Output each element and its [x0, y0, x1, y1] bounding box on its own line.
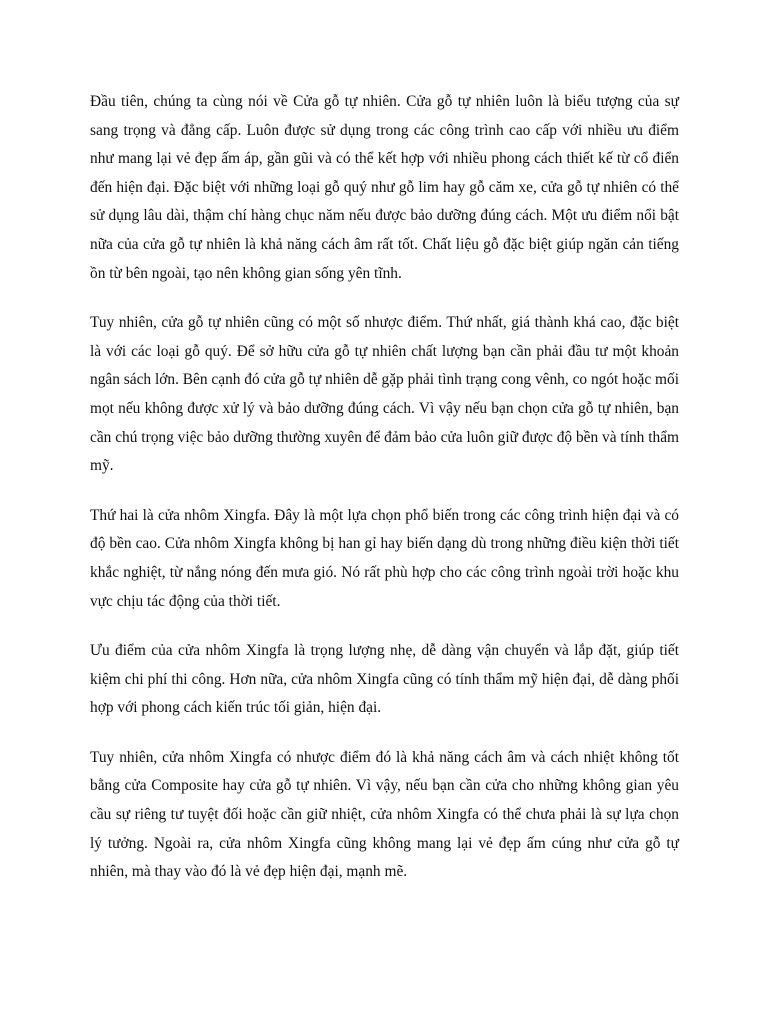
document-body [90, 88, 679, 908]
paragraph-xingfa-advantages: Ưu điểm của cửa nhôm Xingfa là trọng lượng nhẹ, dễ dàng vận chuyển và lắp đặt, giúp tiết kiệm chi phí thi công. Hơn nữa, cửa nhôm Xingfa cũng có tính thẩm mỹ hiện đại, dễ dàng phối hợp với phong cách kiến trúc tối giản, hiện đại. [90, 642, 679, 717]
paragraph-wood-door-intro: Đầu tiên, chúng ta cùng nói về Cửa gỗ tự nhiên. Cửa gỗ tự nhiên luôn là biểu tượng của sự sang trọng và đẳng cấp. Luôn được sử dụng trong các công trình cao cấp với nhiều ưu điểm như mang lại vẻ đẹp ấm áp, gần gũi và có thể kết hợp với nhiều phong cách thiết kế từ cổ điển đến hiện đại. Đặc biệt với những loại gỗ quý như gỗ lim hay gỗ căm xe, cửa gỗ tự nhiên có thể sử dụng lâu dài, thậm chí hàng chục năm nếu được bảo dưỡng đúng cách. Một ưu điểm nổi bật nữa của cửa gỗ tự nhiên là khả năng cách âm rất tốt. Chất liệu gỗ đặc biệt giúp ngăn cản tiếng ồn từ bên ngoài, tạo nên không gian sống yên tĩnh. [90, 93, 679, 282]
paragraph-xingfa-intro: Thứ hai là cửa nhôm Xingfa. Đây là một lựa chọn phổ biến trong các công trình hiện đại và có độ bền cao. Cửa nhôm Xingfa không bị han gỉ hay biến dạng dù trong những điều kiện thời tiết khắc nghiệt, từ nắng nóng đến mưa gió. Nó rất phù hợp cho các công trình ngoài trời hoặc khu vực chịu tác động của thời tiết. [90, 506, 679, 610]
paragraph-xingfa-drawbacks: Tuy nhiên, cửa nhôm Xingfa có nhược điểm đó là khả năng cách âm và cách nhiệt không tốt bằng cửa Composite hay cửa gỗ tự nhiên. Vì vậy, nếu bạn cần cửa cho những không gian yêu cầu sự riêng tư tuyệt đối hoặc cần giữ nhiệt, cửa nhôm Xingfa có thể chưa phải là sự lựa chọn lý tưởng. Ngoài ra, cửa nhôm Xingfa cũng không mang lại vẻ đẹp ấm cúng như cửa gỗ tự nhiên, mà thay vào đó là vẻ đẹp hiện đại, mạnh mẽ. [90, 748, 679, 881]
paragraph-wood-door-drawbacks: Tuy nhiên, cửa gỗ tự nhiên cũng có một số nhược điểm. Thứ nhất, giá thành khá cao, đặc biệt là với các loại gỗ quý. Để sở hữu cửa gỗ tự nhiên chất lượng bạn cần phải đầu tư một khoản ngân sách lớn. Bên cạnh đó cửa gỗ tự nhiên dễ gặp phải tình trạng cong vênh, co ngót hoặc mối mọt nếu không được xử lý và bảo dưỡng đúng cách. Vì vậy nếu bạn chọn cửa gỗ tự nhiên, bạn cần chú trọng việc bảo dưỡng thường xuyên để đảm bảo cửa luôn giữ được độ bền và tính thẩm mỹ. [90, 314, 679, 475]
